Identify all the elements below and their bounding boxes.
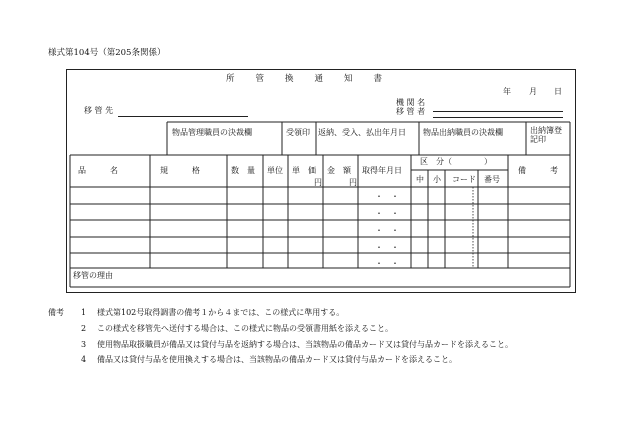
transferor-label: 移 管 者 bbox=[396, 107, 426, 116]
row-3-date-dots: ・ ・ bbox=[375, 226, 399, 235]
note-4-number: 4 bbox=[81, 355, 87, 364]
col-unit-price: 単 価 bbox=[292, 166, 316, 175]
col-amount: 金 額 bbox=[327, 166, 351, 175]
form-number: 様式第104号（第205条関係） bbox=[48, 48, 166, 58]
transfer-to-label: 移 管 先 bbox=[84, 106, 114, 115]
col-acquired-date: 取得年月日 bbox=[362, 166, 402, 175]
note-3-text: 使用物品取扱職員が備品又は貸付与品を返納する場合は、当該物品の備品カード又は貸付与品カードを添えること。 bbox=[97, 340, 513, 349]
return-dates-label: 返納、受入、払出年月日 bbox=[318, 128, 406, 137]
col-amount-yen: 円 bbox=[349, 178, 357, 187]
row-4-date-dots: ・ ・ bbox=[375, 243, 399, 252]
col-spec: 規 格 bbox=[160, 166, 200, 175]
agency-label: 機 関 名 bbox=[396, 98, 426, 107]
reason-label: 移管の理由 bbox=[73, 271, 113, 280]
row-2-date-dots: ・ ・ bbox=[375, 209, 399, 218]
note-1-number: 1 bbox=[81, 308, 87, 317]
col-class-small: 小 bbox=[433, 175, 441, 184]
goods-manager-decision-label: 物品管理職員の決裁欄 bbox=[172, 128, 252, 137]
receipt-seal-label: 受領印 bbox=[286, 128, 310, 137]
form-title: 所管換通知書 bbox=[226, 74, 404, 84]
col-number: 番号 bbox=[484, 175, 500, 184]
col-item: 品 名 bbox=[78, 166, 118, 175]
col-remarks: 備 考 bbox=[518, 166, 558, 175]
note-4-text: 備品又は貸付与品を使用換えする場合は、当該物品の備品カード又は貸付与品カードを添えること。 bbox=[97, 355, 457, 364]
row-5-date-dots: ・ ・ bbox=[375, 259, 399, 268]
notes-label: 備考 bbox=[48, 308, 64, 317]
note-2-number: 2 bbox=[81, 324, 87, 333]
col-unit: 単位 bbox=[267, 166, 283, 175]
col-unit-price-yen: 円 bbox=[314, 178, 322, 187]
row-1-date-dots: ・ ・ bbox=[375, 192, 399, 201]
col-classification: 区 分（ ） bbox=[420, 157, 492, 166]
disbursing-decision-label: 物品出納職員の決裁欄 bbox=[423, 128, 503, 137]
note-1-text: 様式第102号取得調書の備考１から４までは、この様式に準用する。 bbox=[97, 308, 345, 317]
ledger-seal-label-2: 記印 bbox=[530, 135, 546, 144]
ledger-seal-label-1: 出納簿登 bbox=[530, 126, 562, 135]
col-class-code: コード bbox=[452, 175, 476, 184]
date-year-label: 年 bbox=[503, 87, 511, 96]
col-class-mid: 中 bbox=[416, 175, 424, 184]
col-quantity: 数 量 bbox=[231, 166, 255, 175]
note-3-number: 3 bbox=[81, 340, 87, 349]
note-2-text: この様式を移管先へ送付する場合は、この様式に物品の受領書用紙を添えること。 bbox=[97, 324, 393, 333]
date-day-label: 日 bbox=[554, 87, 562, 96]
date-month-label: 月 bbox=[529, 87, 537, 96]
